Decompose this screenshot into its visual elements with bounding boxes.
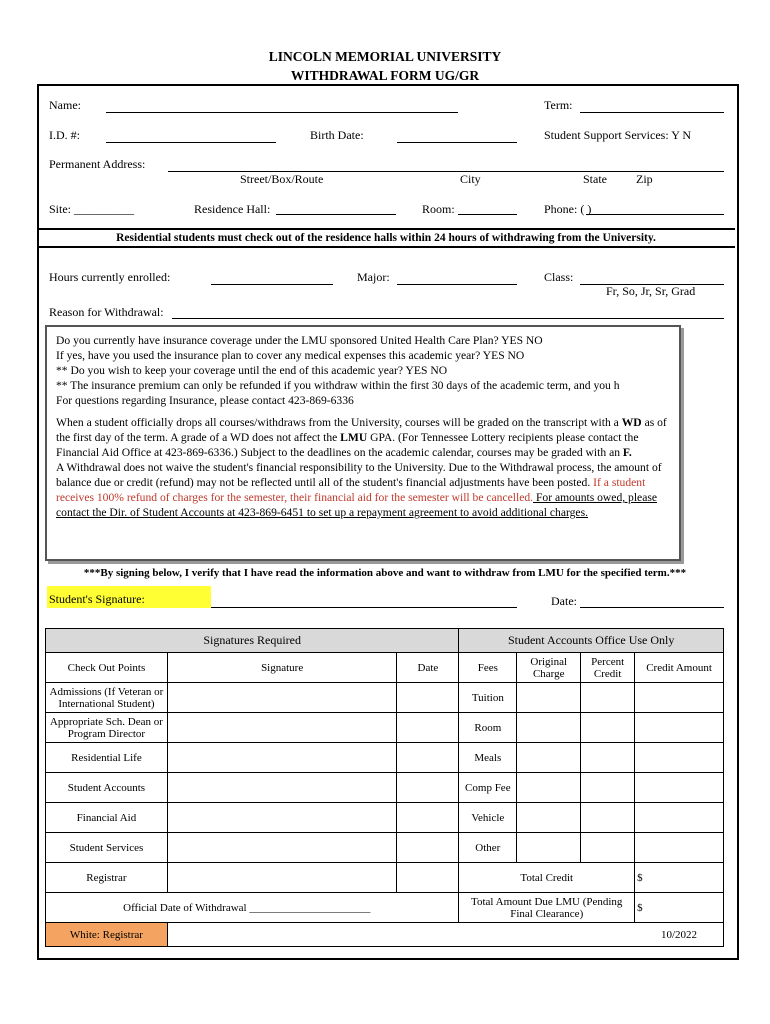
term-field[interactable] — [580, 112, 724, 113]
col-percent-credit: Percent Credit — [581, 653, 635, 683]
checkout-admissions: Admissions (If Veteran or International Student) — [46, 683, 168, 713]
insurance-policy-box — [45, 325, 681, 561]
id-field[interactable] — [106, 142, 276, 143]
reason-label: Reason for Withdrawal: — [49, 305, 164, 319]
col-date: Date — [397, 653, 459, 683]
original-charge-cell[interactable] — [517, 833, 581, 863]
date-cell[interactable] — [397, 743, 459, 773]
form-title-university: LINCOLN MEMORIAL UNIVERSITY — [268, 49, 502, 64]
credit-amount-cell[interactable] — [635, 683, 724, 713]
term-label: Term: — [544, 98, 573, 112]
zip-caption: Zip — [636, 172, 653, 186]
state-caption: State — [583, 172, 607, 186]
birth-date-label: Birth Date: — [310, 128, 364, 142]
original-charge-cell[interactable] — [517, 713, 581, 743]
checkout-table — [45, 628, 724, 947]
insurance-question-3: ** Do you wish to keep your coverage until the end of this academic year? YES NO — [56, 364, 448, 377]
residence-hall-label: Residence Hall: — [194, 202, 271, 216]
id-label: I.D. #: — [49, 128, 80, 142]
city-caption: City — [460, 172, 481, 186]
fee-vehicle: Vehicle — [459, 803, 517, 833]
insurance-question-1: Do you currently have insurance coverage under the LMU sponsored United Health Care Plan? YES NO — [56, 334, 543, 347]
checkout-student-accounts: Student Accounts — [46, 773, 168, 803]
accounts-office-header: Student Accounts Office Use Only — [459, 629, 724, 653]
signature-cell[interactable] — [167, 833, 397, 863]
financial-responsibility-policy: A Withdrawal does not waive the student's financial responsibility to the University. Due to the Withdrawal process, the amount of balance due or credit (refund) may not be reflected until all of the student's financial adjustments have been posted. If a student receives 100% refund of charges for the semester, their financial aid for the semester will be cancelled. For amounts owed, please contact the Dir. of Student Accounts at 423-869-6451 to set up a repayment agreement to avoid additional charges. — [56, 461, 662, 519]
credit-amount-cell[interactable] — [635, 803, 724, 833]
col-original-charge: Original Charge — [517, 653, 581, 683]
percent-credit-cell[interactable] — [581, 743, 635, 773]
signature-cell[interactable] — [167, 803, 397, 833]
checkout-financial-aid: Financial Aid — [46, 803, 168, 833]
credit-amount-cell[interactable] — [635, 773, 724, 803]
phone-field[interactable] — [586, 214, 724, 215]
signature-cell[interactable] — [167, 683, 397, 713]
birth-date-field[interactable] — [397, 142, 517, 143]
insurance-premium-note: ** The insurance premium can only be refunded if you withdraw within the first 30 days of the academic term, and you h — [56, 379, 620, 392]
total-due-label: Total Amount Due LMU (Pending Final Clearance) — [459, 893, 635, 923]
signature-cell[interactable] — [167, 743, 397, 773]
major-label: Major: — [357, 270, 390, 284]
phone-label: Phone: ( ) — [544, 202, 592, 216]
percent-credit-cell[interactable] — [581, 713, 635, 743]
student-support-label: Student Support Services: Y N — [544, 128, 692, 142]
date-cell[interactable] — [397, 713, 459, 743]
hours-label: Hours currently enrolled: — [49, 270, 171, 284]
percent-credit-cell[interactable] — [581, 773, 635, 803]
class-label: Class: — [544, 270, 574, 284]
site-label: Site: __________ — [49, 202, 135, 216]
fee-room: Room — [459, 713, 517, 743]
fee-comp: Comp Fee — [459, 773, 517, 803]
withdraw-grading-policy: When a student officially drops all courses/withdraws from the University, courses will be graded on the transcript with a WD as of the first day of the term. A grade of a WD does not affect the LMU GPA. (For Tennessee Lottery recipients please contact the Financial Aid Office at 423-869-6336.) Subject to the deadlines on the academic calendar, courses may be graded with an F. — [56, 416, 667, 459]
class-options: Fr, So, Jr, Sr, Grad — [606, 284, 696, 298]
student-signature-field[interactable] — [211, 607, 517, 608]
copy-distribution-label: White: Registrar — [46, 923, 168, 947]
signature-date-label: Date: — [551, 594, 577, 608]
date-cell[interactable] — [397, 683, 459, 713]
col-fees: Fees — [459, 653, 517, 683]
checkout-student-services: Student Services — [46, 833, 168, 863]
room-field[interactable] — [458, 214, 517, 215]
form-version: 10/2022 — [167, 923, 723, 947]
reason-field[interactable] — [172, 318, 724, 319]
student-signature-label: Student's Signature: — [47, 586, 211, 608]
insurance-question-2: If yes, have you used the insurance plan to cover any medical expenses this academic year? YES NO — [56, 349, 525, 362]
name-label: Name: — [49, 98, 81, 112]
permanent-address-label: Permanent Address: — [49, 157, 146, 171]
signatures-required-header: Signatures Required — [46, 629, 459, 653]
fee-other: Other — [459, 833, 517, 863]
signature-cell[interactable] — [167, 713, 397, 743]
total-credit-value[interactable]: $ — [635, 863, 724, 893]
credit-amount-cell[interactable] — [635, 833, 724, 863]
checkout-registrar: Registrar — [46, 863, 168, 893]
fee-meals: Meals — [459, 743, 517, 773]
total-due-value[interactable]: $ — [635, 893, 724, 923]
residence-hall-field[interactable] — [276, 214, 396, 215]
original-charge-cell[interactable] — [517, 803, 581, 833]
checkout-residential-life: Residential Life — [46, 743, 168, 773]
verify-statement: ***By signing below, I verify that I have read the information above and want to withdraw from LMU for the specified term.*** — [83, 567, 687, 579]
original-charge-cell[interactable] — [517, 743, 581, 773]
original-charge-cell[interactable] — [517, 773, 581, 803]
fee-tuition: Tuition — [459, 683, 517, 713]
form-title-withdrawal: WITHDRAWAL FORM UG/GR — [290, 68, 480, 83]
col-credit-amount: Credit Amount — [635, 653, 724, 683]
street-caption: Street/Box/Route — [240, 172, 324, 186]
hours-field[interactable] — [211, 284, 333, 285]
credit-amount-cell[interactable] — [635, 743, 724, 773]
percent-credit-cell[interactable] — [581, 803, 635, 833]
signature-cell[interactable] — [167, 863, 397, 893]
date-cell[interactable] — [397, 803, 459, 833]
signature-cell[interactable] — [167, 773, 397, 803]
signature-date-field[interactable] — [580, 607, 724, 608]
original-charge-cell[interactable] — [517, 683, 581, 713]
official-withdrawal-date[interactable]: Official Date of Withdrawal ______________________ — [46, 893, 459, 923]
percent-credit-cell[interactable] — [581, 683, 635, 713]
percent-credit-cell[interactable] — [581, 833, 635, 863]
col-signature: Signature — [167, 653, 397, 683]
date-cell[interactable] — [397, 773, 459, 803]
total-credit-label: Total Credit — [459, 863, 635, 893]
room-label: Room: — [422, 202, 455, 216]
credit-amount-cell[interactable] — [635, 713, 724, 743]
insurance-contact: For questions regarding Insurance, please contact 423-869-6336 — [56, 394, 354, 407]
name-field[interactable] — [106, 112, 458, 113]
col-checkout-points: Check Out Points — [46, 653, 168, 683]
residence-checkout-notice: Residential students must check out of the residence halls within 24 hours of withdrawing from the University. — [37, 228, 735, 248]
checkout-dean: Appropriate Sch. Dean or Program Director — [46, 713, 168, 743]
date-cell[interactable] — [397, 863, 459, 893]
date-cell[interactable] — [397, 833, 459, 863]
major-field[interactable] — [397, 284, 517, 285]
